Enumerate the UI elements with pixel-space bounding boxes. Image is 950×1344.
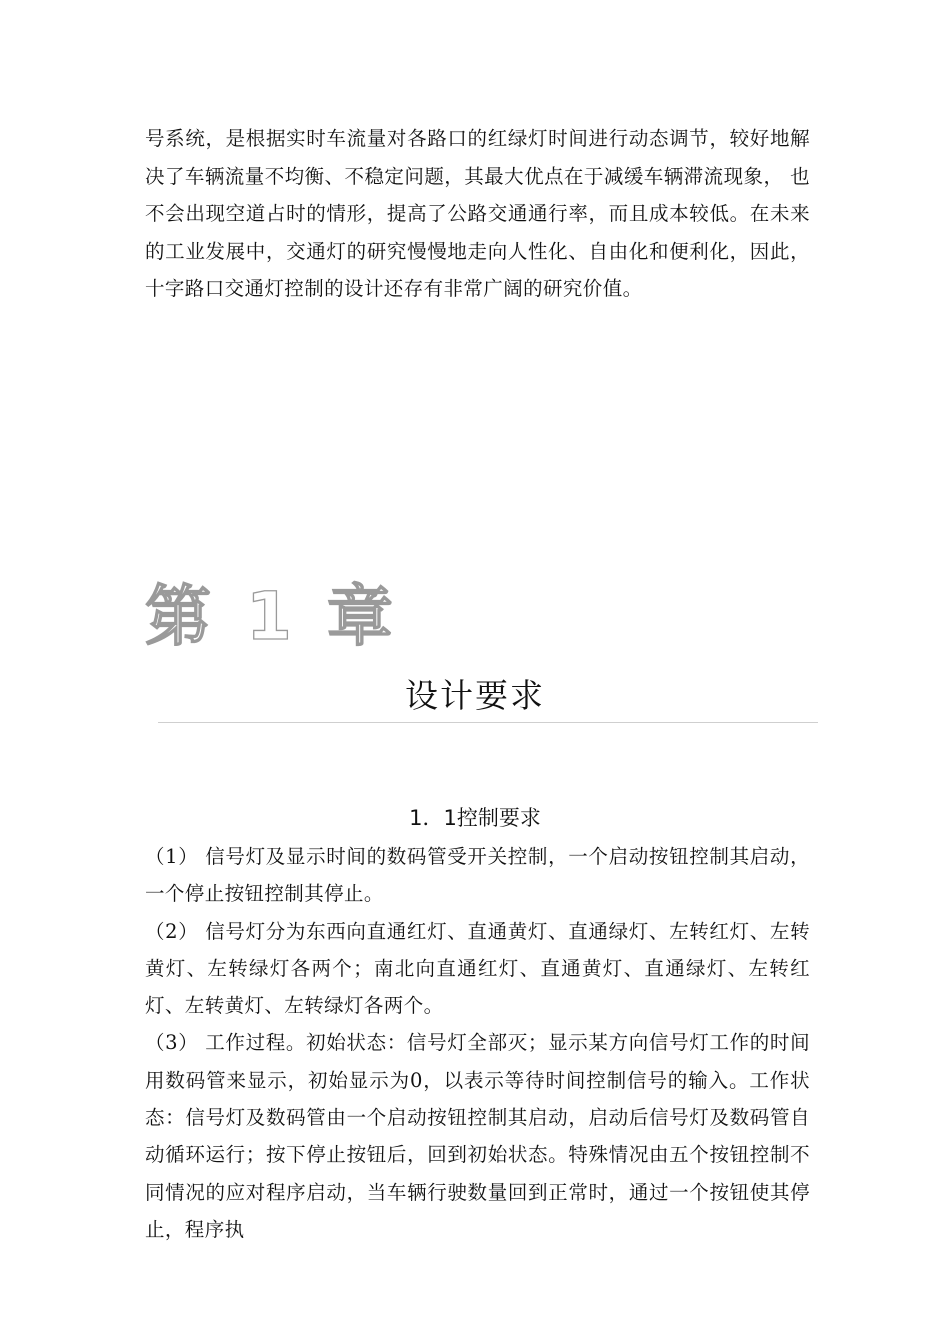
chapter-divider [158,722,818,723]
requirement-paragraph-3: （3） 工作过程。初始状态：信号灯全部灭；显示某方向信号灯工作的时间用数码管来显示，初始显示为0，以表示等待时间控制信号的输入。工作状态：信号灯及数码管由一个启动按钮控制其启动，启动后信号灯及数码管自动循环运行；按下停止按钮后，回到初始状态。特殊情况由五个按钮控制不同情况的应对程序启动，当车辆行驶数量回到正常时，通过一个按钮使其停止，程序执 [145,1031,810,1241]
requirement-paragraph-1: （1） 信号灯及显示时间的数码管受开关控制，一个启动按钮控制其启动，一个停止按钮控制其停止。 [145,845,810,906]
section-body [145,838,810,1248]
requirement-paragraph-2: （2） 信号灯分为东西向直通红灯、直通黄灯、直通绿灯、左转红灯、左转黄灯、左转绿灯各两个；南北向直通红灯、直通黄灯、直通绿灯、左转红灯、左转黄灯、左转绿灯各两个。 [145,919,810,1018]
intro-paragraph: 号系统，是根据实时车流量对各路口的红绿灯时间进行动态调节，较好地解决了车辆流量不均衡、不稳定问题，其最大优点在于减缓车辆滞流现象， 也不会出现空道占时的情形，提高了公路交通通行率，而且成本较低。在未来的工业发展中，交通灯的研究慢慢地走向人性化、自由化和便利化，因此，十字路口交通灯控制的设计还存有非常广阔的研究价值。 [145,127,810,300]
section-title: 1．1控制要求 [409,806,541,830]
chapter-number: 第 1 章 [145,578,399,655]
chapter-title: 设计要求 [405,676,545,715]
